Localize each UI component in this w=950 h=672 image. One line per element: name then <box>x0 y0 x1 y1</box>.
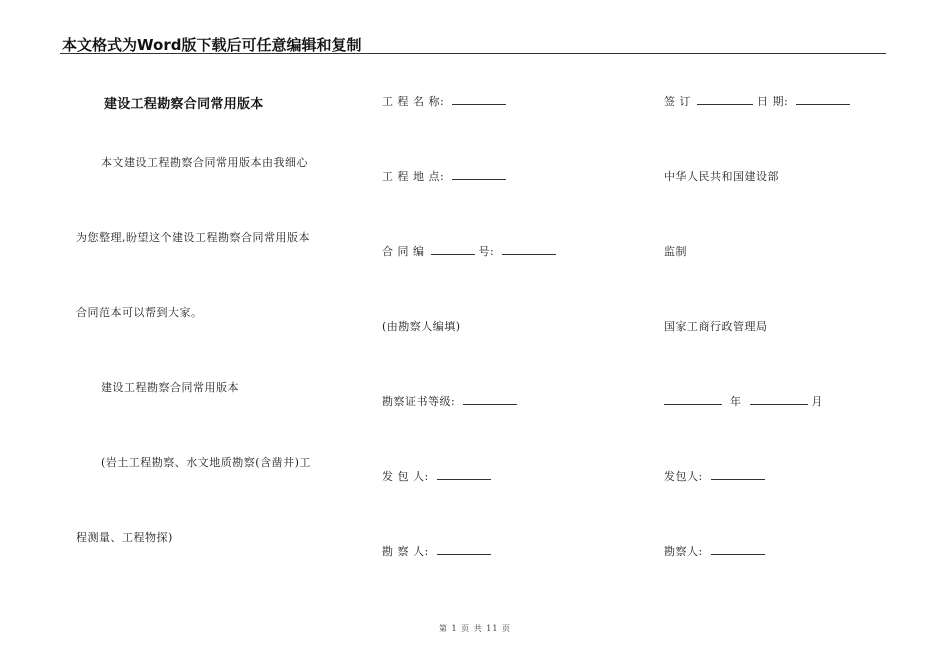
year-label: 年 <box>730 395 742 408</box>
month-label: 月 <box>811 395 823 408</box>
surveyor-blank <box>437 544 491 555</box>
right-client-field <box>664 468 765 484</box>
client-label: 发 包 人: <box>382 470 429 483</box>
month-blank <box>750 394 808 405</box>
surveyor-fill-note: (由勘察人编填) <box>382 320 461 333</box>
project-name-label: 工 程 名 称: <box>382 95 445 108</box>
sign-date-field <box>664 93 850 109</box>
right-surveyor-field <box>664 543 765 559</box>
project-name-field <box>382 93 506 109</box>
page-number-footer: 第 1 页 共 11 页 <box>439 624 511 633</box>
project-name-blank <box>452 94 506 105</box>
supervise-text: 监制 <box>664 245 687 258</box>
date-label: 日 期: <box>757 95 789 108</box>
right-client-label: 发包人: <box>664 470 703 483</box>
scope-line-1: (岩土工程勘察、水文地质勘察(含凿井)工 <box>101 456 311 469</box>
ministry-name: 中华人民共和国建设部 <box>664 170 779 183</box>
year-blank <box>664 394 722 405</box>
right-client-blank <box>711 469 765 480</box>
sign-label: 签 订 <box>664 95 691 108</box>
date-blank <box>796 94 850 105</box>
right-surveyor-label: 勘察人: <box>664 545 703 558</box>
header-title: 本文格式为Word版下载后可任意编辑和复制 <box>62 36 362 54</box>
contract-number-label-a: 合 同 编 <box>382 245 425 258</box>
bureau-name: 国家工商行政管理局 <box>664 320 768 333</box>
contract-number-field <box>382 243 556 259</box>
project-site-label: 工 程 地 点: <box>382 170 445 183</box>
document-title: 建设工程勘察合同常用版本 <box>104 97 264 112</box>
cert-level-blank <box>463 394 517 405</box>
project-site-field <box>382 168 506 184</box>
client-blank <box>437 469 491 480</box>
cert-level-label: 勘察证书等级: <box>382 395 456 408</box>
surveyor-field <box>382 543 491 559</box>
intro-line-3: 合同范本可以帮到大家。 <box>76 306 203 319</box>
subtitle-line: 建设工程勘察合同常用版本 <box>101 381 239 394</box>
contract-number-label-b: 号: <box>478 245 495 258</box>
project-site-blank <box>452 169 506 180</box>
client-field <box>382 468 491 484</box>
intro-line-2: 为您整理,盼望这个建设工程勘察合同常用版本 <box>76 231 310 244</box>
contract-number-blank-b <box>502 244 556 255</box>
surveyor-label: 勘 察 人: <box>382 545 429 558</box>
right-surveyor-blank <box>711 544 765 555</box>
header-divider <box>60 53 886 54</box>
year-month-field <box>664 393 823 409</box>
scope-line-2: 程测量、工程物探) <box>76 531 173 544</box>
sign-blank <box>697 94 753 105</box>
contract-number-blank-a <box>431 244 475 255</box>
cert-level-field <box>382 393 517 409</box>
intro-line-1: 本文建设工程勘察合同常用版本由我细心 <box>101 156 308 169</box>
